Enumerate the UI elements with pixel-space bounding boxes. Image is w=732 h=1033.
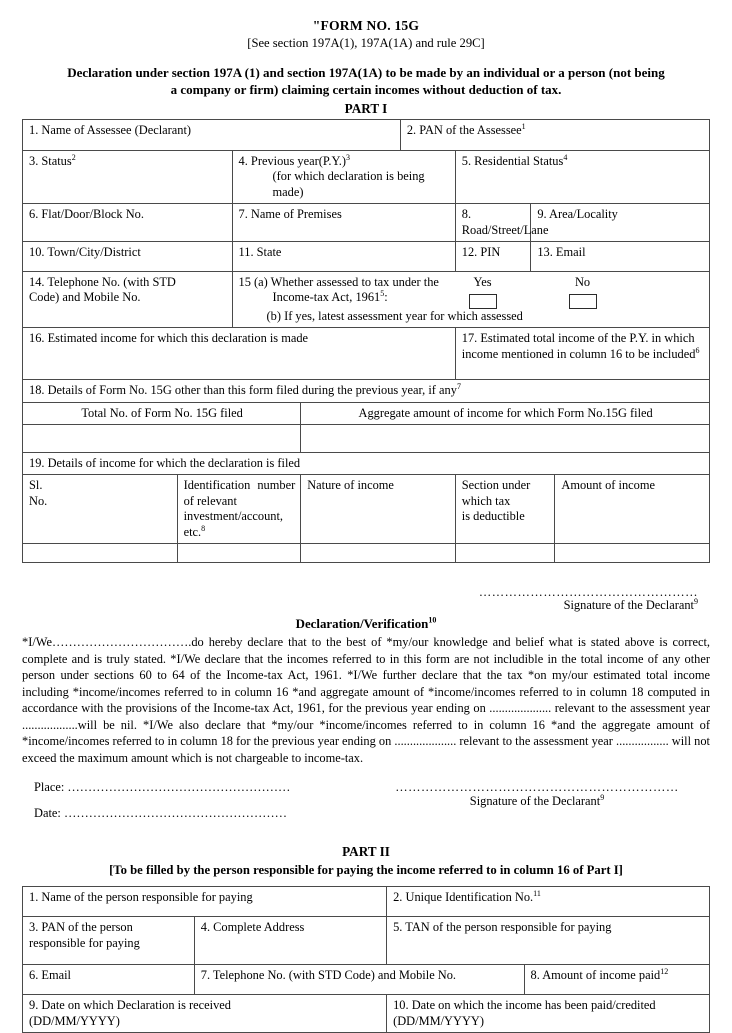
signature2-dotted-line[interactable]: ………………………………………………………… (395, 780, 679, 794)
cell-19-sl-header (23, 475, 178, 544)
part2-subtitle: [To be filled by the person responsible for paying the income referred to in column 16 of Part I] (109, 862, 623, 877)
label-telephone-line2: Code) and Mobile No. (29, 290, 141, 305)
footnote-ref-9b: 9 (600, 792, 605, 802)
cell-19-identification-header (177, 475, 301, 544)
label-15b: (b) If yes, latest assessment year for which assessed (266, 308, 523, 323)
form-title: "FORM NO. 15G (312, 18, 420, 33)
table-row (23, 402, 710, 424)
signature-dotted-line[interactable]: …………………………………………… (478, 584, 698, 599)
label-residential-status: 5. Residential Status (461, 154, 564, 168)
part2-heading: PART II (342, 844, 390, 859)
cell-estimated-income[interactable] (23, 328, 456, 380)
label-name-of-premises: 7. Name of Premises (238, 207, 342, 222)
part1-heading: PART I (344, 100, 388, 116)
label-flat-door-block: 6. Flat/Door/Block No. (29, 207, 144, 222)
footnote-ref-3: 3 (346, 152, 351, 162)
table-row (23, 965, 710, 995)
cell-name-of-premises[interactable] (232, 204, 455, 242)
footnote-ref-1: 1 (521, 121, 526, 131)
table-row (23, 241, 710, 271)
cell-19-nature-header (301, 475, 456, 544)
label-19-title: 19. Details of income for which the declaration is filed (29, 456, 301, 470)
assessed-to-tax-group (239, 275, 704, 309)
verification-heading: Declaration/Verification$^{10}$ (295, 615, 437, 631)
label-19-amount: Amount of income (561, 478, 655, 493)
cell-18-col2-header (301, 402, 710, 424)
label-amount-of-income-paid: 8. Amount of income paid (530, 968, 661, 983)
table-row (23, 271, 710, 327)
cell-18-col2-value[interactable] (301, 425, 710, 453)
footnote-ref-8: 8 (201, 523, 206, 533)
label-part2-telephone: 7. Telephone No. (with STD Code) and Mobile No. (200, 968, 457, 983)
cell-tan-person-responsible[interactable] (387, 917, 710, 965)
cell-19-nature-value[interactable] (301, 543, 456, 562)
place-field[interactable] (34, 780, 290, 796)
cell-part2-email[interactable] (23, 965, 195, 995)
cell-unique-identification-no[interactable] (387, 887, 710, 917)
label-name-of-assessee: 1. Name of Assessee (Declarant) (29, 123, 192, 137)
label-19-section-line2: is deductible (461, 509, 525, 524)
cell-town-city-district[interactable] (23, 241, 233, 271)
declaration-body-text: *I/We…………………………….do hereby declare that to the best of *my/our knowledge and belief what is stated above is correct, complete and is truly stated. *I/We declare that the incomes referred to in this form are not includible in the total income of any other person under sections 60 to 64 of the Income-tax Act, 1961. *I/We further declare that the tax *on my/our estimated total income including *income/incomes referred to in column 16 *and aggregate amount of *income/incomes referred to in column 18 computed in accordance with the provisions of the Income-tax Act, 1961, for the previous year ending on .................... relevant to the assessment year ..................will be nil. *I/We also declare that *my/our *income/incomes referred to in column 16 *and the aggregate amount of *income/incomes referred to in column 18 for the previous year ending on .................... relevant to the assessment year ................. will not exceed the maximum amount which is not chargeable to income-tax. (22, 635, 710, 765)
cell-telephone[interactable] (23, 271, 233, 327)
cell-complete-address[interactable] (194, 917, 386, 965)
cell-date-declaration-received[interactable] (23, 995, 387, 1033)
cell-person-responsible-name[interactable] (23, 887, 387, 917)
label-person-responsible-name: 1. Name of the person responsible for paying (29, 890, 253, 905)
cell-19-title (23, 453, 710, 475)
part2-table (22, 886, 710, 1033)
label-date-received-line2: (DD/MM/YYYY) (29, 1013, 120, 1028)
table-row (23, 475, 710, 544)
label-15a-line2: Income-tax Act, 1961 (272, 290, 381, 305)
label-email: 13. Email (537, 244, 586, 259)
label-18-col2: Aggregate amount of income for which Form No.15G filed (358, 405, 653, 420)
yes-label: Yes (473, 274, 492, 289)
form-subtitle: [See section 197A(1), 197A(1A) and rule 29C] (247, 35, 485, 50)
yes-checkbox[interactable] (469, 294, 497, 309)
table-row (23, 917, 710, 965)
cell-state[interactable] (232, 241, 455, 271)
footnote-ref-9: 9 (694, 597, 698, 607)
label-19-section-line1: Section under which tax (461, 478, 531, 508)
table-row (23, 328, 710, 380)
label-telephone-line1: 14. Telephone No. (with STD (29, 274, 176, 289)
label-19-nature: Nature of income (307, 478, 394, 493)
no-option (557, 275, 609, 309)
cell-18-col1-value[interactable] (23, 425, 301, 453)
label-pan-of-assessee: 2. PAN of the Assessee (406, 123, 522, 137)
footnote-ref-12: 12 (660, 967, 669, 977)
cell-18-col1-header (23, 402, 301, 424)
label-19-sl-line2: No. (29, 493, 48, 508)
label-15a-line1: 15 (a) Whether assessed to tax under the (238, 274, 439, 289)
label-18-title: 18. Details of Form No. 15G other than this form filed during the previous year, if any (29, 383, 457, 398)
table-row (23, 543, 710, 562)
cell-19-section-value[interactable] (455, 543, 555, 562)
part1-table (22, 119, 710, 563)
declaration-heading-line1: Declaration under section 197A (1) and section 197A(1A) to be made by an individual or a person (not being (67, 64, 665, 80)
declarant-signature-block-1 (22, 585, 710, 614)
cell-date-income-paid[interactable] (387, 995, 710, 1033)
date-dotted-line: ……………………………………………… (63, 806, 287, 820)
cell-email[interactable] (531, 241, 710, 271)
footnote-ref-5: 5 (380, 289, 385, 299)
cell-assessed-to-tax (232, 271, 709, 327)
date-field[interactable] (34, 806, 287, 822)
label-area-locality: 9. Area/Locality (537, 207, 618, 222)
label-town-city-district: 10. Town/City/District (29, 244, 141, 259)
label-date-paid-line2: (DD/MM/YYYY) (393, 1013, 484, 1028)
label-unique-identification-no: 2. Unique Identification No. (393, 890, 534, 905)
label-19-ident-line2: investment/account, etc. (183, 509, 284, 539)
footnote-ref-11: 11 (533, 889, 541, 899)
declaration-heading (36, 65, 696, 99)
cell-area-locality[interactable] (531, 204, 710, 242)
place-dotted-line: ……………………………………………… (67, 780, 291, 794)
table-row (23, 120, 710, 151)
label-part2-email: 6. Email (29, 968, 71, 983)
cell-pin[interactable] (455, 241, 531, 271)
cell-amount-of-income-paid[interactable] (524, 965, 710, 995)
label-17-line2: income mentioned in column 16 to be included (461, 346, 696, 361)
declarant-signature-block-2 (367, 780, 707, 809)
no-checkbox[interactable] (569, 294, 597, 309)
declaration-heading-line2: a company or firm) claiming certain incomes without deduction of tax. (170, 81, 562, 97)
table-row (23, 425, 710, 453)
label-tan: 5. TAN of the person responsible for paying (393, 920, 612, 935)
label-date-received-line1: 9. Date on which Declaration is received (29, 998, 231, 1013)
place-label: Place: (34, 780, 65, 794)
table-row (23, 151, 710, 204)
label-date-paid-line1: 10. Date on which the income has been paid/credited (393, 998, 656, 1013)
place-date-signature-block (22, 780, 710, 826)
cell-part2-telephone[interactable] (194, 965, 524, 995)
cell-pan-of-assessee[interactable] (400, 120, 709, 151)
label-19-sl-line1: Sl. (29, 478, 43, 493)
label-18-col1: Total No. of Form No. 15G filed (81, 405, 243, 420)
footnote-ref-6: 6 (695, 345, 700, 355)
cell-pan-person-responsible[interactable] (23, 917, 195, 965)
cell-19-amount-value[interactable] (555, 543, 710, 562)
footnote-ref-2: 2 (71, 152, 76, 162)
cell-19-identification-value[interactable] (177, 543, 301, 562)
cell-name-of-assessee[interactable] (23, 120, 401, 151)
footnote-ref-4: 4 (563, 152, 568, 162)
cell-residential-status[interactable] (455, 151, 709, 204)
footnote-ref-10: 10 (428, 615, 437, 625)
label-road-street-lane: 8. Road/Street/Lane (461, 207, 549, 237)
date-label: Date: (34, 806, 61, 820)
label-15a-colon: : (384, 290, 388, 305)
cell-flat-door-block[interactable] (23, 204, 233, 242)
cell-18-title (23, 380, 710, 402)
signature-caption: Signature of the Declarant$^9$ (563, 597, 698, 613)
label-pan-line1: 3. PAN of the person (29, 920, 133, 935)
label-pan-line2: responsible for paying (29, 935, 140, 950)
cell-19-sl-value[interactable] (23, 543, 178, 562)
signature2-caption: Signature of the Declarant$^9$ (469, 792, 605, 808)
no-label: No (574, 274, 591, 289)
cell-19-amount-header (555, 475, 710, 544)
cell-previous-year[interactable] (232, 151, 455, 204)
table-row (23, 887, 710, 917)
yes-option (457, 275, 509, 309)
label-previous-year: 4. Previous year(P.Y.) (238, 154, 347, 168)
label-state: 11. State (238, 244, 282, 259)
label-pin: 12. PIN (461, 244, 501, 259)
cell-19-section-header (455, 475, 555, 544)
cell-road-street-lane[interactable] (455, 204, 549, 242)
label-17-line1: 17. Estimated total income of the P.Y. in which (461, 331, 695, 346)
table-row (23, 380, 710, 402)
cell-status[interactable] (23, 151, 233, 204)
cell-estimated-total-income[interactable] (455, 328, 709, 380)
table-row (23, 204, 710, 242)
label-status: 3. Status (29, 154, 72, 168)
label-estimated-income: 16. Estimated income for which this declaration is made (29, 331, 309, 346)
label-19-ident-line1: Identification number of relevant (183, 478, 296, 508)
footnote-ref-7: 7 (456, 382, 461, 392)
table-row (23, 453, 710, 475)
label-previous-year-sub: (for which declaration is being made) (272, 169, 425, 199)
label-complete-address: 4. Complete Address (200, 920, 305, 935)
table-row (23, 995, 710, 1033)
